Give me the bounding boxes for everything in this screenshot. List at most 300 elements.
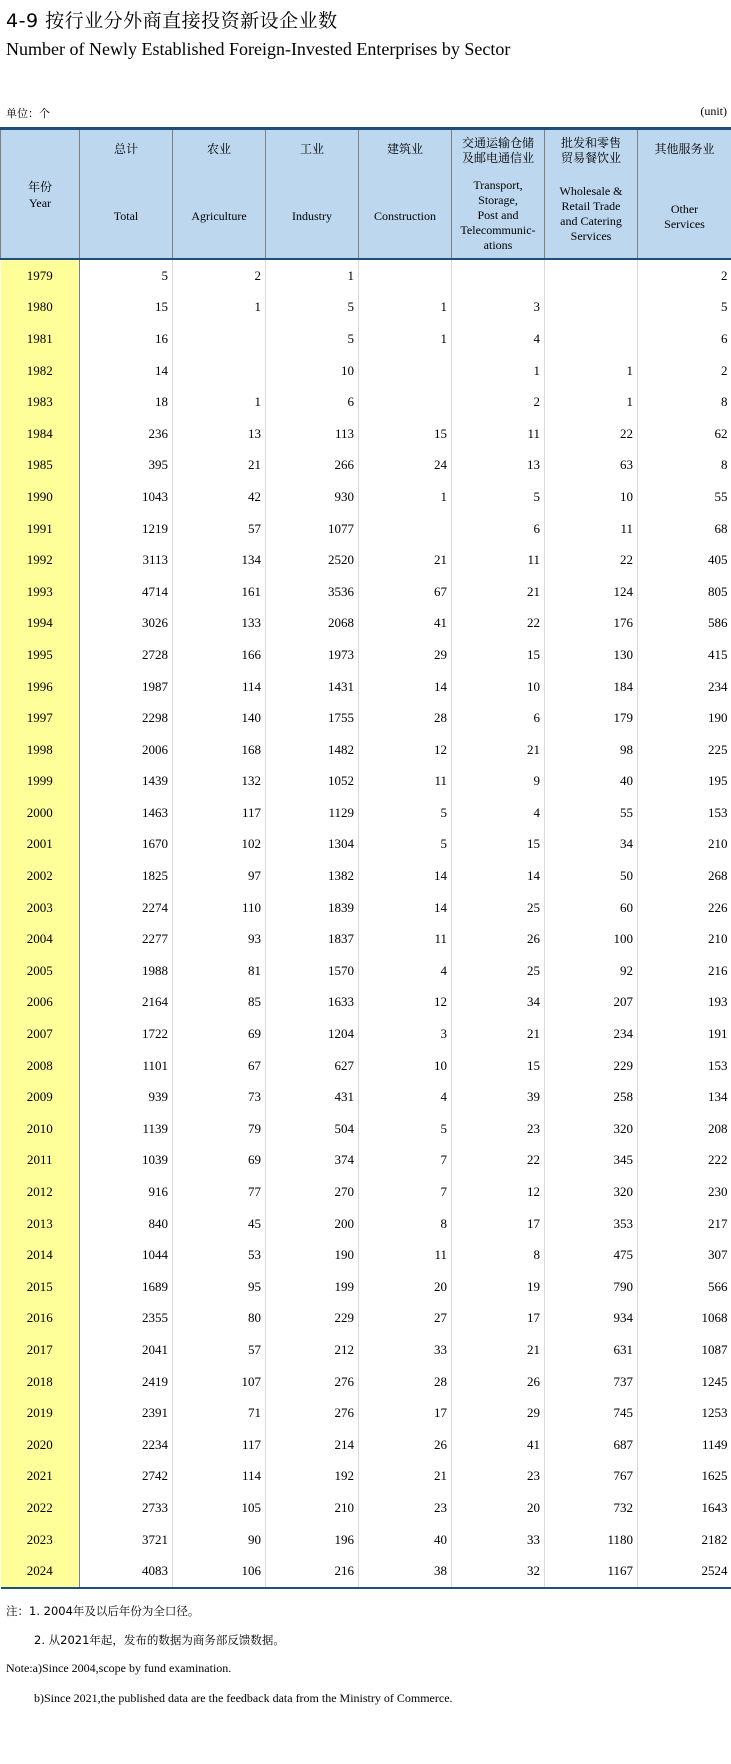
cell-transport: 23 <box>452 1113 545 1145</box>
cell-year: 2003 <box>1 892 80 924</box>
cell-total: 1825 <box>80 860 173 892</box>
header-wholesale-en-line3: and Catering <box>560 214 622 228</box>
cell-wholesale: 124 <box>545 576 638 608</box>
table-row <box>1 513 731 545</box>
cell-transport: 25 <box>452 892 545 924</box>
cell-agriculture: 110 <box>173 892 266 924</box>
cell-wholesale: 34 <box>545 829 638 861</box>
cell-total: 2006 <box>80 734 173 766</box>
header-industry <box>266 129 359 260</box>
cell-construction: 40 <box>359 1524 452 1556</box>
table-row <box>1 1397 731 1429</box>
cell-agriculture: 53 <box>173 1239 266 1271</box>
cell-wholesale: 790 <box>545 1271 638 1303</box>
cell-agriculture: 67 <box>173 1050 266 1082</box>
cell-wholesale: 320 <box>545 1176 638 1208</box>
cell-agriculture: 105 <box>173 1492 266 1524</box>
cell-agriculture: 42 <box>173 481 266 513</box>
header-wholesale-en <box>545 184 637 244</box>
cell-total: 2234 <box>80 1429 173 1461</box>
cell-construction: 7 <box>359 1145 452 1177</box>
table-row <box>1 766 731 798</box>
cell-year: 1985 <box>1 450 80 482</box>
cell-transport: 8 <box>452 1239 545 1271</box>
cell-other: 805 <box>638 576 731 608</box>
cell-total: 1987 <box>80 671 173 703</box>
cell-other: 230 <box>638 1176 731 1208</box>
table-row <box>1 702 731 734</box>
cell-transport: 17 <box>452 1303 545 1335</box>
cell-agriculture: 114 <box>173 1461 266 1493</box>
cell-construction: 38 <box>359 1555 452 1588</box>
cell-construction: 4 <box>359 1081 452 1113</box>
cell-industry: 1052 <box>266 766 359 798</box>
cell-construction: 28 <box>359 702 452 734</box>
header-transport-en-line2: Storage, <box>478 193 518 207</box>
cell-industry: 214 <box>266 1429 359 1461</box>
cell-agriculture: 117 <box>173 1429 266 1461</box>
cell-agriculture: 13 <box>173 418 266 450</box>
page-title-cn: 4-9 按行业分外商直接投资新设企业数 <box>6 10 338 32</box>
cell-agriculture: 133 <box>173 608 266 640</box>
cell-wholesale: 1 <box>545 355 638 387</box>
cell-industry: 113 <box>266 418 359 450</box>
cell-wholesale: 475 <box>545 1239 638 1271</box>
header-agriculture-cn: 农业 <box>206 142 231 156</box>
cell-total: 395 <box>80 450 173 482</box>
table-row <box>1 1113 731 1145</box>
cell-construction: 11 <box>359 923 452 955</box>
cell-other: 190 <box>638 702 731 734</box>
cell-wholesale: 22 <box>545 418 638 450</box>
cell-transport: 33 <box>452 1524 545 1556</box>
cell-industry: 2068 <box>266 608 359 640</box>
cell-construction: 5 <box>359 797 452 829</box>
cell-other: 210 <box>638 829 731 861</box>
cell-agriculture: 107 <box>173 1366 266 1398</box>
cell-transport: 26 <box>452 1366 545 1398</box>
cell-year: 1984 <box>1 418 80 450</box>
table-row <box>1 892 731 924</box>
cell-construction: 17 <box>359 1397 452 1429</box>
cell-industry: 930 <box>266 481 359 513</box>
cell-agriculture: 1 <box>173 292 266 324</box>
cell-year: 2022 <box>1 1492 80 1524</box>
cell-year: 2000 <box>1 797 80 829</box>
cell-transport: 17 <box>452 1208 545 1240</box>
cell-industry: 266 <box>266 450 359 482</box>
cell-transport: 9 <box>452 766 545 798</box>
cell-wholesale <box>545 323 638 355</box>
cell-industry: 200 <box>266 1208 359 1240</box>
table-row <box>1 323 731 355</box>
cell-other: 2 <box>638 355 731 387</box>
cell-construction: 27 <box>359 1303 452 1335</box>
cell-other: 415 <box>638 639 731 671</box>
cell-industry: 2520 <box>266 544 359 576</box>
cell-agriculture: 134 <box>173 544 266 576</box>
cell-wholesale: 11 <box>545 513 638 545</box>
cell-agriculture: 57 <box>173 1334 266 1366</box>
cell-year: 2009 <box>1 1081 80 1113</box>
cell-year: 1997 <box>1 702 80 734</box>
cell-total: 1043 <box>80 481 173 513</box>
cell-agriculture: 2 <box>173 259 266 292</box>
cell-total: 2742 <box>80 1461 173 1493</box>
cell-other: 586 <box>638 608 731 640</box>
cell-transport: 4 <box>452 323 545 355</box>
cell-other: 1068 <box>638 1303 731 1335</box>
table-row <box>1 1461 731 1493</box>
cell-transport: 21 <box>452 576 545 608</box>
table-row <box>1 386 731 418</box>
cell-total: 1689 <box>80 1271 173 1303</box>
table-row <box>1 639 731 671</box>
cell-year: 2023 <box>1 1524 80 1556</box>
cell-industry: 1204 <box>266 1018 359 1050</box>
cell-construction: 21 <box>359 544 452 576</box>
cell-wholesale <box>545 259 638 292</box>
cell-wholesale: 229 <box>545 1050 638 1082</box>
cell-agriculture: 114 <box>173 671 266 703</box>
cell-total: 1988 <box>80 955 173 987</box>
cell-total: 2733 <box>80 1492 173 1524</box>
header-other-en <box>638 202 731 232</box>
cell-industry: 374 <box>266 1145 359 1177</box>
cell-year: 2017 <box>1 1334 80 1366</box>
cell-total: 2728 <box>80 639 173 671</box>
cell-year: 1995 <box>1 639 80 671</box>
cell-wholesale: 234 <box>545 1018 638 1050</box>
cell-other: 1245 <box>638 1366 731 1398</box>
cell-industry: 1482 <box>266 734 359 766</box>
cell-other: 193 <box>638 987 731 1019</box>
cell-other: 225 <box>638 734 731 766</box>
cell-total: 1139 <box>80 1113 173 1145</box>
table-row <box>1 1334 731 1366</box>
cell-year: 1994 <box>1 608 80 640</box>
table-row <box>1 1524 731 1556</box>
cell-year: 1990 <box>1 481 80 513</box>
table-row <box>1 955 731 987</box>
cell-other: 134 <box>638 1081 731 1113</box>
cell-industry: 1077 <box>266 513 359 545</box>
header-total-en: Total <box>113 209 139 223</box>
cell-year: 2012 <box>1 1176 80 1208</box>
cell-other: 217 <box>638 1208 731 1240</box>
table-row <box>1 1239 731 1271</box>
cell-agriculture: 90 <box>173 1524 266 1556</box>
cell-total: 1670 <box>80 829 173 861</box>
cell-other: 55 <box>638 481 731 513</box>
cell-total: 1219 <box>80 513 173 545</box>
cell-year: 2006 <box>1 987 80 1019</box>
cell-total: 4714 <box>80 576 173 608</box>
cell-wholesale: 258 <box>545 1081 638 1113</box>
cell-total: 2419 <box>80 1366 173 1398</box>
header-wholesale-cn-line2: 贸易餐饮业 <box>560 151 621 165</box>
cell-industry: 1837 <box>266 923 359 955</box>
unit-label-en: (unit) <box>700 104 727 118</box>
cell-construction: 7 <box>359 1176 452 1208</box>
cell-agriculture <box>173 355 266 387</box>
cell-year: 2002 <box>1 860 80 892</box>
cell-construction: 1 <box>359 292 452 324</box>
table-row <box>1 355 731 387</box>
table-row <box>1 1429 731 1461</box>
cell-construction <box>359 355 452 387</box>
cell-industry: 196 <box>266 1524 359 1556</box>
cell-industry: 1633 <box>266 987 359 1019</box>
cell-other: 1253 <box>638 1397 731 1429</box>
cell-agriculture: 73 <box>173 1081 266 1113</box>
cell-industry: 1382 <box>266 860 359 892</box>
cell-construction: 4 <box>359 955 452 987</box>
cell-transport: 2 <box>452 386 545 418</box>
cell-total: 236 <box>80 418 173 450</box>
cell-other: 6 <box>638 323 731 355</box>
cell-transport: 10 <box>452 671 545 703</box>
cell-industry: 1755 <box>266 702 359 734</box>
cell-wholesale: 353 <box>545 1208 638 1240</box>
cell-construction: 21 <box>359 1461 452 1493</box>
table-row <box>1 1208 731 1240</box>
cell-agriculture: 95 <box>173 1271 266 1303</box>
cell-transport: 39 <box>452 1081 545 1113</box>
cell-transport: 4 <box>452 797 545 829</box>
cell-wholesale: 1 <box>545 386 638 418</box>
cell-wholesale <box>545 292 638 324</box>
cell-year: 2021 <box>1 1461 80 1493</box>
header-other-cn: 其他服务业 <box>654 142 715 156</box>
cell-total: 1039 <box>80 1145 173 1177</box>
cell-total: 2277 <box>80 923 173 955</box>
header-transport-en <box>452 178 544 253</box>
cell-wholesale: 98 <box>545 734 638 766</box>
cell-other: 2 <box>638 259 731 292</box>
cell-construction: 41 <box>359 608 452 640</box>
cell-other: 2182 <box>638 1524 731 1556</box>
cell-construction <box>359 386 452 418</box>
table-row <box>1 671 731 703</box>
cell-total: 1439 <box>80 766 173 798</box>
cell-year: 2011 <box>1 1145 80 1177</box>
cell-other: 191 <box>638 1018 731 1050</box>
cell-transport: 12 <box>452 1176 545 1208</box>
cell-agriculture: 117 <box>173 797 266 829</box>
data-table-wrapper <box>0 127 731 1589</box>
footnote-cn-2: 2. 从2021年起，发布的数据为商务部反馈数据。 <box>34 1633 285 1647</box>
table-row <box>1 1018 731 1050</box>
cell-construction: 5 <box>359 1113 452 1145</box>
header-other-en-line1: Other <box>670 202 699 216</box>
cell-construction: 24 <box>359 450 452 482</box>
cell-total: 4083 <box>80 1555 173 1588</box>
cell-wholesale: 179 <box>545 702 638 734</box>
cell-transport: 21 <box>452 1018 545 1050</box>
cell-wholesale: 184 <box>545 671 638 703</box>
cell-construction: 1 <box>359 481 452 513</box>
cell-other: 5 <box>638 292 731 324</box>
table-row <box>1 481 731 513</box>
header-transport-en-line3: Post and <box>477 208 519 222</box>
cell-industry: 270 <box>266 1176 359 1208</box>
table-row <box>1 860 731 892</box>
cell-agriculture: 81 <box>173 955 266 987</box>
cell-wholesale: 320 <box>545 1113 638 1145</box>
header-transport-cn-line2: 及邮电通信业 <box>461 151 534 165</box>
table-row <box>1 1271 731 1303</box>
cell-construction: 12 <box>359 734 452 766</box>
cell-industry: 190 <box>266 1239 359 1271</box>
cell-year: 2001 <box>1 829 80 861</box>
cell-wholesale: 176 <box>545 608 638 640</box>
header-transport-en-line5: ations <box>483 238 513 252</box>
cell-year: 2013 <box>1 1208 80 1240</box>
cell-agriculture: 97 <box>173 860 266 892</box>
table-row <box>1 608 731 640</box>
cell-construction: 14 <box>359 860 452 892</box>
page-title-en: Number of Newly Established Foreign-Invested Enterprises by Sector <box>6 39 511 59</box>
cell-construction: 67 <box>359 576 452 608</box>
cell-transport: 15 <box>452 639 545 671</box>
cell-transport: 23 <box>452 1461 545 1493</box>
cell-agriculture: 79 <box>173 1113 266 1145</box>
cell-total: 14 <box>80 355 173 387</box>
header-transport-cn-line1: 交通运输仓储 <box>461 136 534 150</box>
cell-industry: 212 <box>266 1334 359 1366</box>
cell-wholesale: 687 <box>545 1429 638 1461</box>
cell-year: 1991 <box>1 513 80 545</box>
cell-wholesale: 767 <box>545 1461 638 1493</box>
cell-agriculture: 69 <box>173 1145 266 1177</box>
cell-wholesale: 1167 <box>545 1555 638 1588</box>
header-wholesale-en-line2: Retail Trade <box>561 199 621 213</box>
cell-agriculture: 45 <box>173 1208 266 1240</box>
cell-agriculture: 93 <box>173 923 266 955</box>
cell-industry: 216 <box>266 1555 359 1588</box>
cell-total: 2391 <box>80 1397 173 1429</box>
cell-other: 307 <box>638 1239 731 1271</box>
header-construction-cn: 建筑业 <box>386 142 423 156</box>
table-header <box>1 129 731 260</box>
table-row <box>1 418 731 450</box>
cell-industry: 3536 <box>266 576 359 608</box>
cell-wholesale: 207 <box>545 987 638 1019</box>
cell-total: 3721 <box>80 1524 173 1556</box>
cell-transport: 22 <box>452 608 545 640</box>
cell-other: 226 <box>638 892 731 924</box>
cell-year: 1996 <box>1 671 80 703</box>
cell-industry: 229 <box>266 1303 359 1335</box>
cell-transport: 21 <box>452 734 545 766</box>
table-row <box>1 292 731 324</box>
cell-total: 5 <box>80 259 173 292</box>
cell-construction: 12 <box>359 987 452 1019</box>
cell-construction: 3 <box>359 1018 452 1050</box>
cell-agriculture: 77 <box>173 1176 266 1208</box>
cell-construction: 8 <box>359 1208 452 1240</box>
cell-total: 2041 <box>80 1334 173 1366</box>
cell-industry: 1129 <box>266 797 359 829</box>
cell-wholesale: 100 <box>545 923 638 955</box>
table-row <box>1 1050 731 1082</box>
cell-other: 208 <box>638 1113 731 1145</box>
cell-construction: 28 <box>359 1366 452 1398</box>
cell-year: 2016 <box>1 1303 80 1335</box>
cell-construction: 1 <box>359 323 452 355</box>
header-wholesale-cn-line1: 批发和零售 <box>560 136 621 150</box>
cell-construction: 11 <box>359 766 452 798</box>
cell-construction: 14 <box>359 671 452 703</box>
cell-transport: 19 <box>452 1271 545 1303</box>
cell-total: 939 <box>80 1081 173 1113</box>
header-construction-en: Construction <box>374 209 436 223</box>
cell-agriculture: 166 <box>173 639 266 671</box>
cell-other: 1149 <box>638 1429 731 1461</box>
cell-year: 2015 <box>1 1271 80 1303</box>
cell-industry: 627 <box>266 1050 359 1082</box>
header-other <box>638 129 731 260</box>
cell-total: 3113 <box>80 544 173 576</box>
cell-transport: 41 <box>452 1429 545 1461</box>
cell-agriculture: 80 <box>173 1303 266 1335</box>
cell-total: 2274 <box>80 892 173 924</box>
table-row <box>1 829 731 861</box>
cell-agriculture: 161 <box>173 576 266 608</box>
cell-year: 2004 <box>1 923 80 955</box>
header-wholesale-en-line4: Services <box>570 229 612 243</box>
cell-industry: 1431 <box>266 671 359 703</box>
cell-transport: 29 <box>452 1397 545 1429</box>
table-row <box>1 1176 731 1208</box>
cell-total: 3026 <box>80 608 173 640</box>
cell-transport: 22 <box>452 1145 545 1177</box>
cell-other: 1087 <box>638 1334 731 1366</box>
table-row <box>1 1555 731 1588</box>
header-transport-en-line1: Transport, <box>473 178 523 192</box>
cell-agriculture: 85 <box>173 987 266 1019</box>
cell-construction: 11 <box>359 1239 452 1271</box>
header-year-en: Year <box>28 196 52 210</box>
cell-year: 1982 <box>1 355 80 387</box>
header-construction <box>359 129 452 260</box>
cell-industry: 1304 <box>266 829 359 861</box>
cell-transport: 1 <box>452 355 545 387</box>
cell-agriculture: 106 <box>173 1555 266 1588</box>
cell-wholesale: 737 <box>545 1366 638 1398</box>
cell-total: 2298 <box>80 702 173 734</box>
cell-year: 2008 <box>1 1050 80 1082</box>
cell-year: 2020 <box>1 1429 80 1461</box>
cell-transport: 15 <box>452 1050 545 1082</box>
header-industry-en: Industry <box>292 209 332 223</box>
cell-other: 566 <box>638 1271 731 1303</box>
cell-year: 2007 <box>1 1018 80 1050</box>
cell-other: 234 <box>638 671 731 703</box>
cell-industry: 1839 <box>266 892 359 924</box>
header-transport-en-line4: Telecommunic- <box>460 223 536 237</box>
cell-other: 222 <box>638 1145 731 1177</box>
cell-year: 1981 <box>1 323 80 355</box>
footnote-en-1: Note:a)Since 2004,scope by fund examination. <box>6 1661 232 1675</box>
cell-year: 2018 <box>1 1366 80 1398</box>
cell-industry: 1 <box>266 259 359 292</box>
cell-industry: 1973 <box>266 639 359 671</box>
cell-industry: 10 <box>266 355 359 387</box>
cell-industry: 1570 <box>266 955 359 987</box>
table-row <box>1 450 731 482</box>
